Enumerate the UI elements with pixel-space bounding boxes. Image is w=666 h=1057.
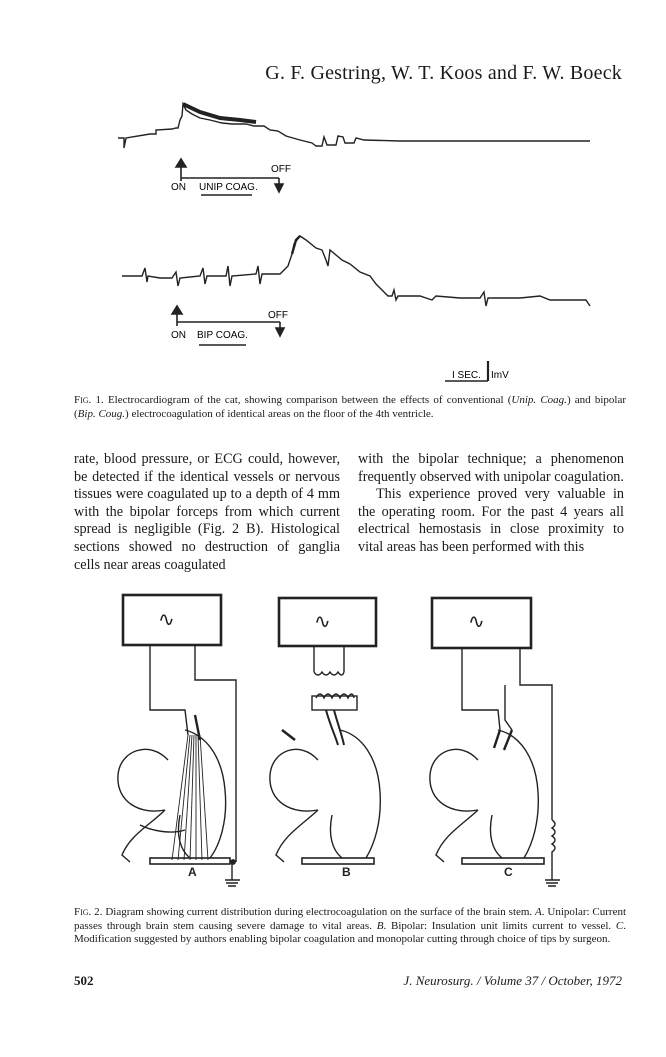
fig1-caption-text-2: ) and bipolar ( — [74, 394, 627, 420]
body-paragraph-3: This experience proved very valuable in the operating room. For the past 4 years all electrical hemostasis in close proximity to vital areas has been performed with this — [358, 486, 624, 555]
body-paragraph-2: with the bipolar technique; a phenomenon frequently observed with unipolar coagulation. — [358, 451, 624, 485]
trace2-off-label: OFF — [268, 310, 288, 321]
panel-c — [430, 598, 560, 886]
generator-symbol-a: ∿ — [158, 609, 175, 631]
journal-citation: J. Neurosurg. / Volume 37 / October, 1972 — [403, 973, 622, 988]
trace1-on-label: ON — [171, 182, 186, 193]
panel-b — [270, 598, 380, 864]
scale-voltage-label: ImV — [491, 370, 509, 381]
trace2-title-label: BIP COAG. — [197, 330, 248, 341]
running-header-authors: G. F. Gestring, W. T. Koos and F. W. Boeck — [265, 62, 622, 84]
fig1-caption-em-2: Bip. Coug. — [77, 408, 126, 420]
fig2-caption-b-label: B — [376, 919, 384, 932]
figure-1-ecg — [0, 0, 666, 390]
fig1-caption-text-3: ) electrocoagulation of identical areas on the floor of the 4th ventricle. — [125, 408, 434, 420]
fig2-caption-a-text: . Unipolar: Current passes through brain stem causing severe damage to vital areas. — [74, 906, 627, 932]
page-number: 502 — [74, 973, 94, 988]
body-column-left — [74, 451, 340, 574]
fig2-caption-c-text: . Modification suggested by authors enabling bipolar coagulation and monopolar cutting through choice of tips by surgeon. — [74, 919, 627, 946]
trace1-title-label: UNIP COAG. — [199, 182, 258, 193]
generator-symbol-c: ∿ — [468, 611, 485, 633]
figure-2-caption — [74, 906, 626, 947]
fig1-caption-label: Fig. 1. — [74, 394, 104, 406]
panel-label-a: A — [188, 865, 197, 879]
body-paragraph-1: rate, blood pressure, or ECG could, however, be detected if the identical vessels or nervous tissues were coagulated up to a depth of 4 mm with the bipolar forceps from which current spread is negligible (Fig. 2 B). Histological sections showed no destruction of ganglia cells near areas coagulated — [74, 451, 340, 573]
generator-symbol-b: ∿ — [314, 611, 331, 633]
fig1-caption-text-1: Electrocardiogram of the cat, showing comparison between the effects of conventional ( — [107, 394, 512, 406]
fig1-caption-em-1: Unip. Coag. — [511, 394, 567, 406]
fig2-caption-b-text: . Bipolar: Insulation unit limits current to vessel. — [383, 919, 616, 932]
panel-label-c: C — [504, 865, 513, 879]
trace2-on-label: ON — [171, 330, 186, 341]
scale-time-label: I SEC. — [452, 370, 481, 381]
panel-label-b: B — [342, 865, 351, 879]
fig2-caption-c-label: C — [615, 919, 624, 932]
figure-1-caption — [74, 393, 626, 421]
trace1-off-label: OFF — [271, 164, 291, 175]
ecg-trace-unipolar — [118, 104, 590, 148]
figure-2-diagram — [0, 580, 666, 900]
fig2-caption-text-1: Diagram showing current distribution during electrocoagulation on the surface of the brain stem. — [105, 906, 536, 918]
fig2-caption-label: Fig. 2. — [74, 906, 103, 918]
panel-a — [118, 595, 240, 886]
ecg-trace-bipolar — [122, 236, 590, 306]
fig2-caption-a-label: A — [535, 906, 542, 918]
body-column-right — [358, 451, 624, 557]
